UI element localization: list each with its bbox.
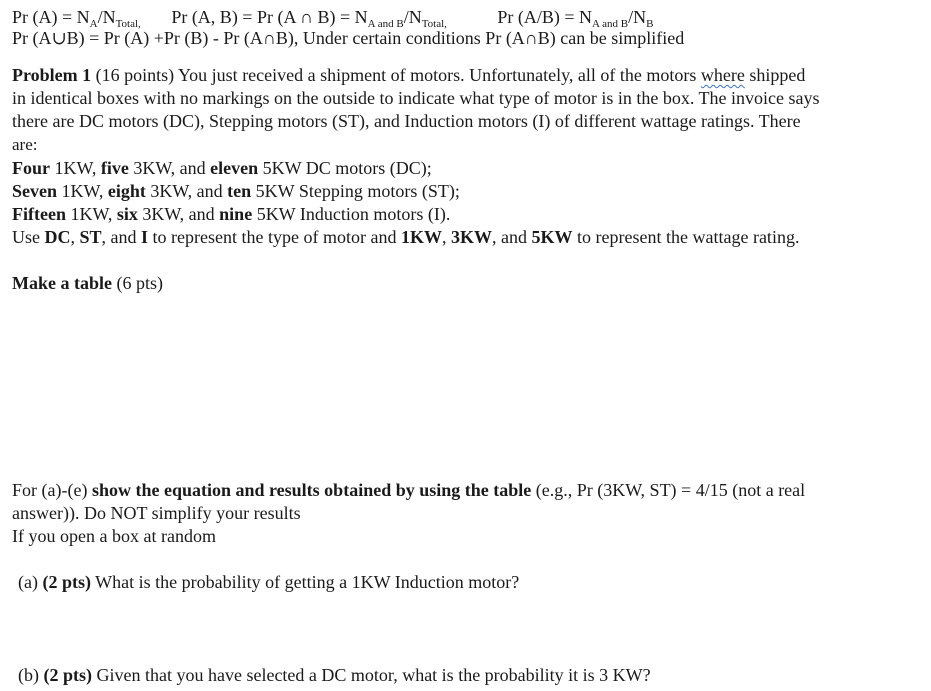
question-a: (a) (2 pts) What is the probability of getting a 1KW Induction motor? [18,572,520,592]
dc-motor-counts: Four 1KW, five 3KW, and eleven 5KW DC motors (DC); [12,158,432,178]
formula-line-2: Pr (A∪B) = Pr (A) +Pr (B) - Pr (A∩B), Under certain conditions Pr (A∩B) can be simplified [12,28,685,48]
spelling-flag: where [700,65,745,85]
instructions-line-2: answer)). Do NOT simplify your results [12,503,301,523]
instructions-line-3: If you open a box at random [12,526,216,546]
problem-line-1: Problem 1 (16 points) You just received a shipment of motors. Unfortunately, all of the motors where shipped [12,65,806,85]
notation-line: Use DC, ST, and I to represent the type of motor and 1KW, 3KW, and 5KW to represent the wattage rating. [12,227,800,247]
formula-line-1 [12,6,653,28]
problem-title: Problem 1 [12,65,92,85]
st-motor-counts: Seven 1KW, eight 3KW, and ten 5KW Stepping motors (ST); [12,181,460,201]
make-table-heading: Make a table (6 pts) [12,273,163,293]
i-motor-counts: Fifteen 1KW, six 3KW, and nine 5KW Induction motors (I). [12,204,451,224]
problem-line-4: are: [12,135,38,154]
problem-line-2: in identical boxes with no markings on the outside to indicate what type of motor is in the box. The invoice says [12,88,820,108]
question-b: (b) (2 pts) Given that you have selected a DC motor, what is the probability it is 3 KW? [18,665,651,685]
instructions-line-1: For (a)-(e) show the equation and results obtained by using the table (e.g., Pr (3KW, ST) = 4/15 (not a real [12,480,806,500]
problem-line-3: there are DC motors (DC), Stepping motors (ST), and Induction motors (I) of different wattage ratings. There [12,111,801,131]
formula-pr-a-b: Pr (A, B) = Pr (A ∩ $B) = N_{A and B}/N_{Total,}$ [171,7,447,30]
formula-pr-a-given-b: Pr $(A/B) = N_{A and B}/N_B$ [497,7,654,30]
formula-pr-a: Pr $(A) = N_A/N_{Total,}$ [12,7,141,30]
